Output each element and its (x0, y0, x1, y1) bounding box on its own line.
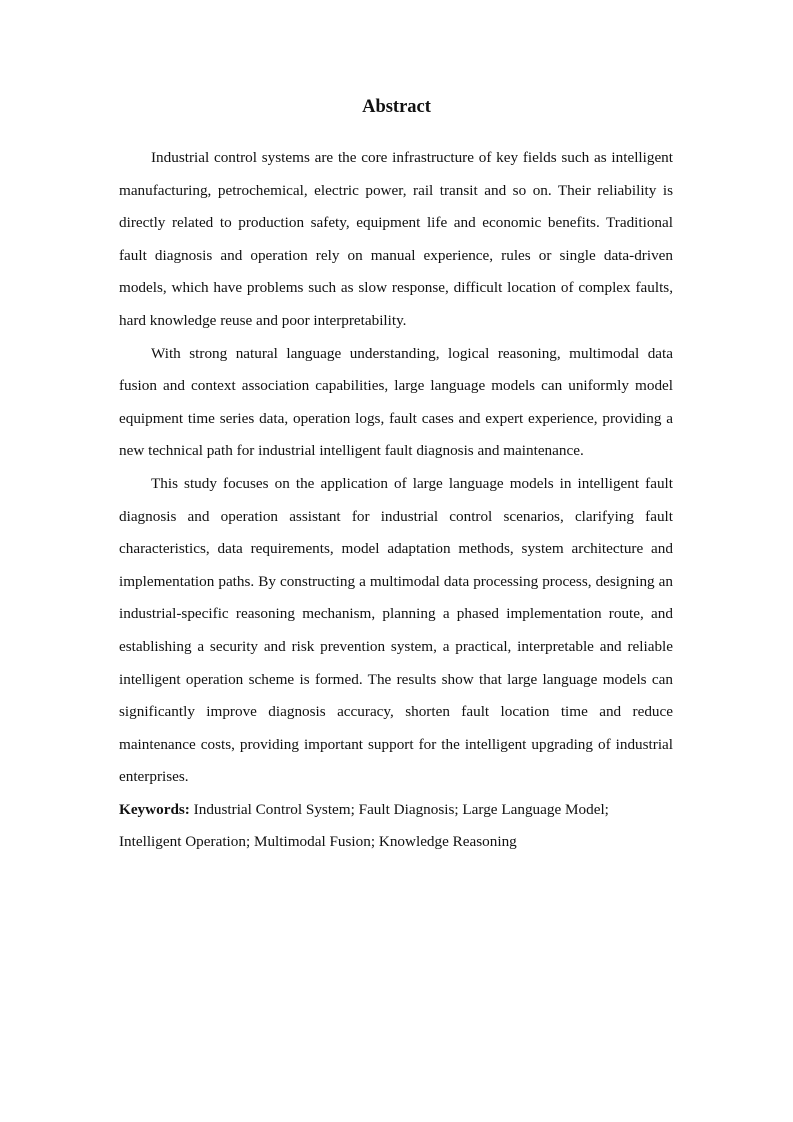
abstract-paragraph-3: This study focuses on the application of large language models in intelligent fault diagnosis and operation assistant for industrial control scenarios, clarifying fault characteristics, data requirements, model adaptation methods, system architecture and implementation paths. By constructing a multimodal data processing process, designing an industrial-specific reasoning mechanism, planning a phased implementation route, and establishing a security and risk prevention system, a practical, interpretable and reliable intelligent operation scheme is formed. The results show that large language models can significantly improve diagnosis accuracy, shorten fault location time and reduce maintenance costs, providing important support for the intelligent upgrading of industrial enterprises. (119, 474, 673, 786)
keywords-text: Industrial Control System; Fault Diagnosis; Large Language Model; Intelligent Operation; Multimodal Fusion; Knowledge Reasoning (119, 800, 609, 851)
abstract-paragraph-1: Industrial control systems are the core infrastructure of key fields such as intelligent manufacturing, petrochemical, electric power, rail transit and so on. Their reliability is directly related to production safety, equipment life and economic benefits. Traditional fault diagnosis and operation rely on manual experience, rules or single data-driven models, which have problems such as slow response, difficult location of complex faults, hard knowledge reuse and poor interpretability. (119, 149, 673, 329)
abstract-paragraph-2: With strong natural language understanding, logical reasoning, multimodal data fusion and context association capabilities, large language models can uniformly model equipment time series data, operation logs, fault cases and expert experience, providing a new technical path for industrial intelligent fault diagnosis and maintenance. (119, 344, 673, 460)
keywords-line (119, 794, 673, 859)
keywords-label: Keywords: (119, 800, 190, 818)
abstract-title: Abstract (362, 97, 431, 117)
abstract-body (119, 142, 673, 859)
